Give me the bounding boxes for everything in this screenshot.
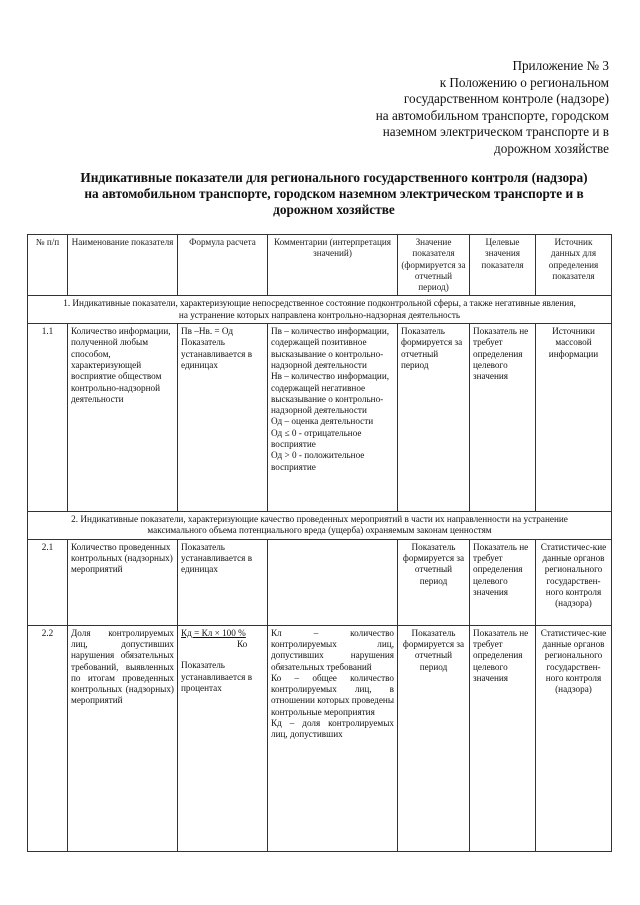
row-1-1-num: 1.1 bbox=[28, 324, 68, 512]
appendix-line: наземном электрическом транспорте и в bbox=[382, 124, 609, 139]
comment-line: Кд – доля контролируемых лиц, допустивших bbox=[271, 718, 394, 740]
row-2-1-value: Показатель формируется за отчетный период bbox=[398, 539, 470, 625]
appendix-line: на автомобильном транспорте, городском bbox=[375, 107, 609, 123]
section-1-title: 1. Индикативные показатели, характеризующие непосредственное состояние подконтрольной сферы, а также негативные явления, на устранение которых направлена контрольно-надзорная деятельность bbox=[28, 296, 612, 324]
header-source: Источник данных для определения показателя bbox=[536, 235, 612, 296]
row-2-1-formula: Показатель устанавливается в единицах bbox=[178, 539, 268, 625]
row-2-1-comment bbox=[268, 539, 398, 625]
row-1-1-source: Источники массовой информации bbox=[536, 324, 612, 512]
appendix-line: Приложение № 3 bbox=[512, 58, 609, 73]
row-2-2-value: Показатель формируется за отчетный период bbox=[398, 625, 470, 851]
row-2-1-source: Статистичес-кие данные органов регионального государствен-ного контроля (надзора) bbox=[536, 539, 612, 625]
table-header-row bbox=[28, 235, 612, 296]
document-title bbox=[58, 170, 610, 218]
table-row-2-2 bbox=[28, 625, 612, 851]
row-2-2-formula-note: Показатель устанавливается в процентах bbox=[181, 660, 253, 693]
row-1-1-comment bbox=[268, 324, 398, 512]
row-2-1-target: Показатель не требует определения целевого значения bbox=[470, 539, 536, 625]
row-1-1-formula-note: Показатель устанавливается в единицах bbox=[181, 337, 253, 370]
indicators-table bbox=[27, 234, 612, 852]
appendix-line: дорожном хозяйстве bbox=[494, 140, 609, 156]
table-row-2-1 bbox=[28, 539, 612, 625]
appendix-line: к Положению о региональном bbox=[439, 74, 609, 90]
title-line: дорожном хозяйстве bbox=[273, 202, 395, 217]
row-2-2-target: Показатель не требует определения целевого значения bbox=[470, 625, 536, 851]
row-1-1-target: Показатель не требует определения целевого значения bbox=[470, 324, 536, 512]
header-comments: Комментарии (интерпретация значений) bbox=[268, 235, 398, 296]
header-target: Целевые значения показателя bbox=[470, 235, 536, 296]
row-2-2-name: Доля контролируемых лиц, допустивших нарушения обязательных требований, выявленных по итогам проведенных контрольных (надзорных) мероприятий bbox=[68, 625, 178, 851]
title-line: на автомобильном транспорте, городском наземном электрическом транспорте и в bbox=[84, 186, 584, 201]
section-1-row bbox=[28, 296, 612, 324]
row-2-1-num: 2.1 bbox=[28, 539, 68, 625]
row-1-1-name: Количество информации, полученной любым способом, характеризующей восприятие обществом контрольно-надзорной деятельности bbox=[68, 324, 178, 512]
comment-line: Од > 0 - положительное восприятие bbox=[271, 450, 365, 472]
comment-line: Ко – общее количество контролируемых лиц, в отношении которых проведены контрольные мероприятия bbox=[271, 672, 394, 717]
comment-line: Кл – количество контролируемых лиц, допустивших нарушения обязательных требований bbox=[271, 627, 394, 672]
section-2-row bbox=[28, 512, 612, 540]
comment-line: Од ≤ 0 - отрицательное восприятие bbox=[271, 427, 362, 450]
header-value: Значение показателя (формируется за отчетный период) bbox=[398, 235, 470, 296]
row-2-2-source: Статистичес-кие данные органов регионального государствен-ного контроля (надзора) bbox=[536, 625, 612, 851]
appendix-line: государственном контроле (надзоре) bbox=[403, 91, 609, 106]
table-row-1-1 bbox=[28, 324, 612, 512]
row-2-1-name: Количество проведенных контрольных (надзорных) мероприятий bbox=[68, 539, 178, 625]
row-2-2-num: 2.2 bbox=[28, 625, 68, 851]
header-formula: Формула расчета bbox=[178, 235, 268, 296]
comment-line: Од – оценка деятельности bbox=[271, 416, 374, 427]
row-1-1-formula-expr: Пв –Нв. = Од bbox=[181, 326, 234, 337]
row-2-2-comment bbox=[268, 625, 398, 851]
comment-line: Пв – количество информации, содержащей позитивное высказывание о контрольно-надзорной деятельности bbox=[271, 326, 390, 370]
row-2-2-formula-numerator: Кд = Кл × 100 % bbox=[181, 627, 246, 638]
row-2-2-formula bbox=[178, 625, 268, 851]
header-name: Наименование показателя bbox=[68, 235, 178, 296]
row-1-1-formula bbox=[178, 324, 268, 512]
header-num: № п/п bbox=[28, 235, 68, 296]
row-1-1-value: Показатель формируется за отчетный период bbox=[398, 324, 470, 512]
title-line: Индикативные показатели для регионального государственного контроля (надзора) bbox=[80, 170, 588, 185]
section-2-title: 2. Индикативные показатели, характеризующие качество проведенных мероприятий в части их направленности на устранение максимального объема потенциального вреда (ущерба) охраняемым законам ценностям bbox=[28, 512, 612, 540]
appendix-header bbox=[309, 58, 609, 157]
comment-line: Нв – количество информации, содержащей негативное высказывание о контрольно-надзорной деятельности bbox=[271, 371, 390, 416]
row-2-2-formula-denominator: Ко bbox=[237, 638, 248, 649]
